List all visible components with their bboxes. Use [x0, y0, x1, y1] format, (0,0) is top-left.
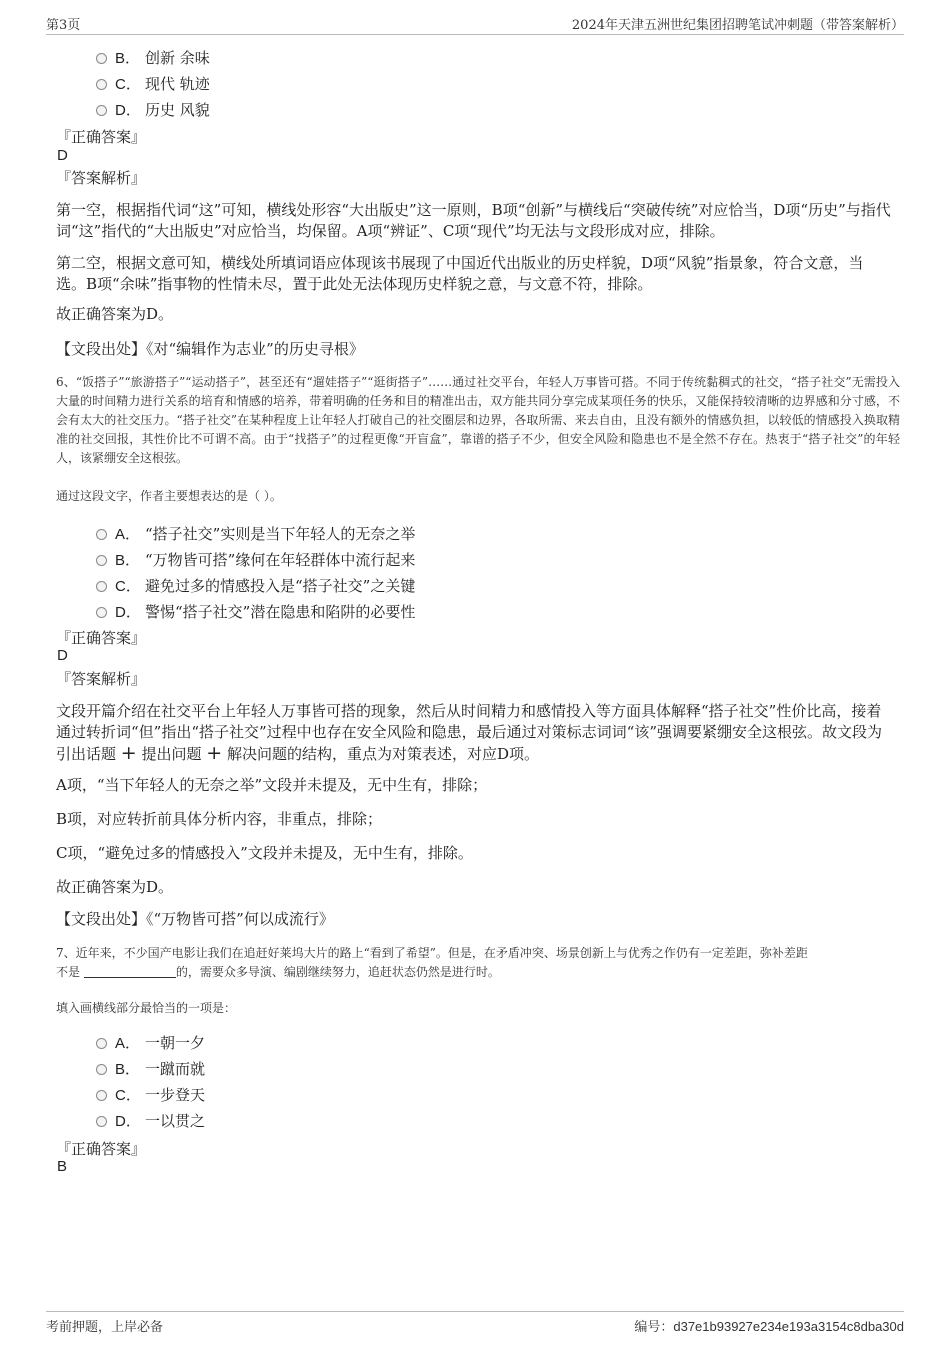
page-footer	[46, 1311, 904, 1336]
page-number: 第3页	[46, 18, 81, 33]
q6-option-a[interactable]: A． “搭子社交”实则是当下年轻人的无奈之举	[96, 523, 415, 543]
q6-analysis-line: A项，“当下年轻人的无奈之举”文段并未提及，无中生有，排除；	[56, 776, 488, 794]
answer-label: 『正确答案』	[56, 128, 147, 146]
q6-prompt: 通过这段文字，作者主要想表达的是（ ）。	[56, 489, 282, 503]
document-title: 2024年天津五洲世纪集团招聘笔试冲刺题（带答案解析）	[571, 18, 904, 33]
q5-analysis-paragraph: 第一空，根据指代词“这”可知，横线处形容“大出版史”这一原则，B项“创新”与横线后“突破传统”对应恰当，D项“历史”与指代词“这”指代的“大出版史”对应恰当，均保留。A项“辨证”、C项“现代”均无法与文段形成对应，排除。	[56, 201, 891, 240]
plus-sign: +	[206, 742, 223, 764]
radio-button-icon[interactable]	[96, 555, 107, 566]
q7-option-c[interactable]: C． 一步登天	[96, 1084, 205, 1104]
q5-option-c[interactable]: C． 现代 轨迹	[96, 73, 210, 93]
q5-option-d[interactable]: D． 历史 风貌	[96, 99, 210, 119]
radio-button-icon[interactable]	[96, 53, 107, 64]
radio-button-icon[interactable]	[96, 581, 107, 592]
q6-passage: 6、“饭搭子”“旅游搭子”“运动搭子”，甚至还有“遛娃搭子”“逛街搭子”……通过社交平台，年轻人万事皆可搭。不同于传统黏稠式的社交，“搭子社交”无需投入大量的时间精力进行关系的培育和情感的培养，带着明确的任务和目的精准出击，双方能共同分享完成某项任务的快乐，又能保持较清晰的边界感和分寸感，不会有太大的社交压力。“搭子社交”在某种程度上让年轻人打破自己的社交圈层和边界，各取所需、来去自由，且没有额外的情感负担，以较低的情感投入换取精准的社交回报，其性价比不可谓不高。由于“找搭子”的过程更像“开盲盒”，靠谱的搭子不少，但安全风险和隐患也不是全然不存在。热衷于“搭子社交”的年轻人，该紧绷安全这根弦。	[56, 375, 900, 465]
q6-conclusion: 故正确答案为D。	[56, 878, 174, 896]
q7-prompt: 填入画横线部分最恰当的一项是：	[56, 1001, 237, 1015]
analysis-label: 『答案解析』	[56, 169, 147, 187]
q6-source: 【文段出处】《“万物皆可搭”何以成流行》	[56, 910, 334, 928]
q6-analysis-line: C项，“避免过多的情感投入”文段并未提及，无中生有，排除。	[56, 844, 473, 862]
radio-button-icon[interactable]	[96, 1116, 107, 1127]
plus-sign: +	[120, 742, 137, 764]
q5-conclusion: 故正确答案为D。	[56, 305, 174, 323]
radio-button-icon[interactable]	[96, 105, 107, 116]
q5-source: 【文段出处】《对“编辑作为志业”的历史寻根》	[56, 340, 364, 358]
q7-option-d[interactable]: D． 一以贯之	[96, 1110, 205, 1130]
q7-option-b[interactable]: B． 一蹴而就	[96, 1058, 205, 1078]
q5-answer: D	[57, 147, 68, 164]
answer-label: 『正确答案』	[56, 1140, 147, 1158]
analysis-label: 『答案解析』	[56, 670, 147, 688]
q6-option-c[interactable]: C． 避免过多的情感投入是“搭子社交”之关键	[96, 575, 415, 595]
q5-analysis-paragraph: 第二空，根据文意可知，横线处所填词语应体现该书展现了中国近代出版业的历史样貌，D项“风貌”指景象，符合文意，当选。B项“余味”指事物的性情未尽，置于此处无法体现历史样貌之意，与文意不符，排除。	[56, 254, 864, 293]
radio-button-icon[interactable]	[96, 529, 107, 540]
fill-in-blank	[84, 965, 176, 978]
radio-button-icon[interactable]	[96, 1064, 107, 1075]
q6-analysis-line: B项，对应转折前具体分析内容，非重点，排除；	[56, 810, 383, 828]
q7-option-a[interactable]: A． 一朝一夕	[96, 1032, 205, 1052]
radio-button-icon[interactable]	[96, 1038, 107, 1049]
document-id: 编号：d37e1b93927e234e193a3154c8dba30d	[634, 1319, 904, 1334]
q7-passage: 7、近年来，不少国产电影让我们在追赶好莱坞大片的路上“看到了希望”。但是，在矛盾冲突、场景创新上与优秀之作仍有一定差距，弥补差距 不是 的，需要众多导演、编剧继续努力，追赶状态仍然是进行时。	[56, 946, 808, 979]
q7-answer: B	[57, 1158, 68, 1175]
q6-option-b[interactable]: B． “万物皆可搭”缘何在年轻群体中流行起来	[96, 549, 415, 569]
radio-button-icon[interactable]	[96, 607, 107, 618]
page-header	[46, 12, 904, 35]
answer-label: 『正确答案』	[56, 629, 147, 647]
radio-button-icon[interactable]	[96, 1090, 107, 1101]
q6-analysis-paragraph: 文段开篇介绍在社交平台上年轻人万事皆可搭的现象，然后从时间精力和感情投入等方面具体解释“搭子社交”性价比高，接着通过转折词“但”指出“搭子社交”过程中也存在安全风险和隐患，最后通过对策标志词词“该”强调要紧绷安全这根弦。故文段为引出话题 + 提出问题 + 解决问题的结构，重点为对策表述，对应D项。	[56, 702, 883, 764]
radio-button-icon[interactable]	[96, 79, 107, 90]
q6-answer: D	[57, 647, 68, 664]
footer-slogan: 考前押题，上岸必备	[46, 1320, 164, 1335]
q6-option-d[interactable]: D． 警惕“搭子社交”潜在隐患和陷阱的必要性	[96, 601, 415, 621]
q5-option-b[interactable]: B． 创新 余味	[96, 47, 210, 67]
